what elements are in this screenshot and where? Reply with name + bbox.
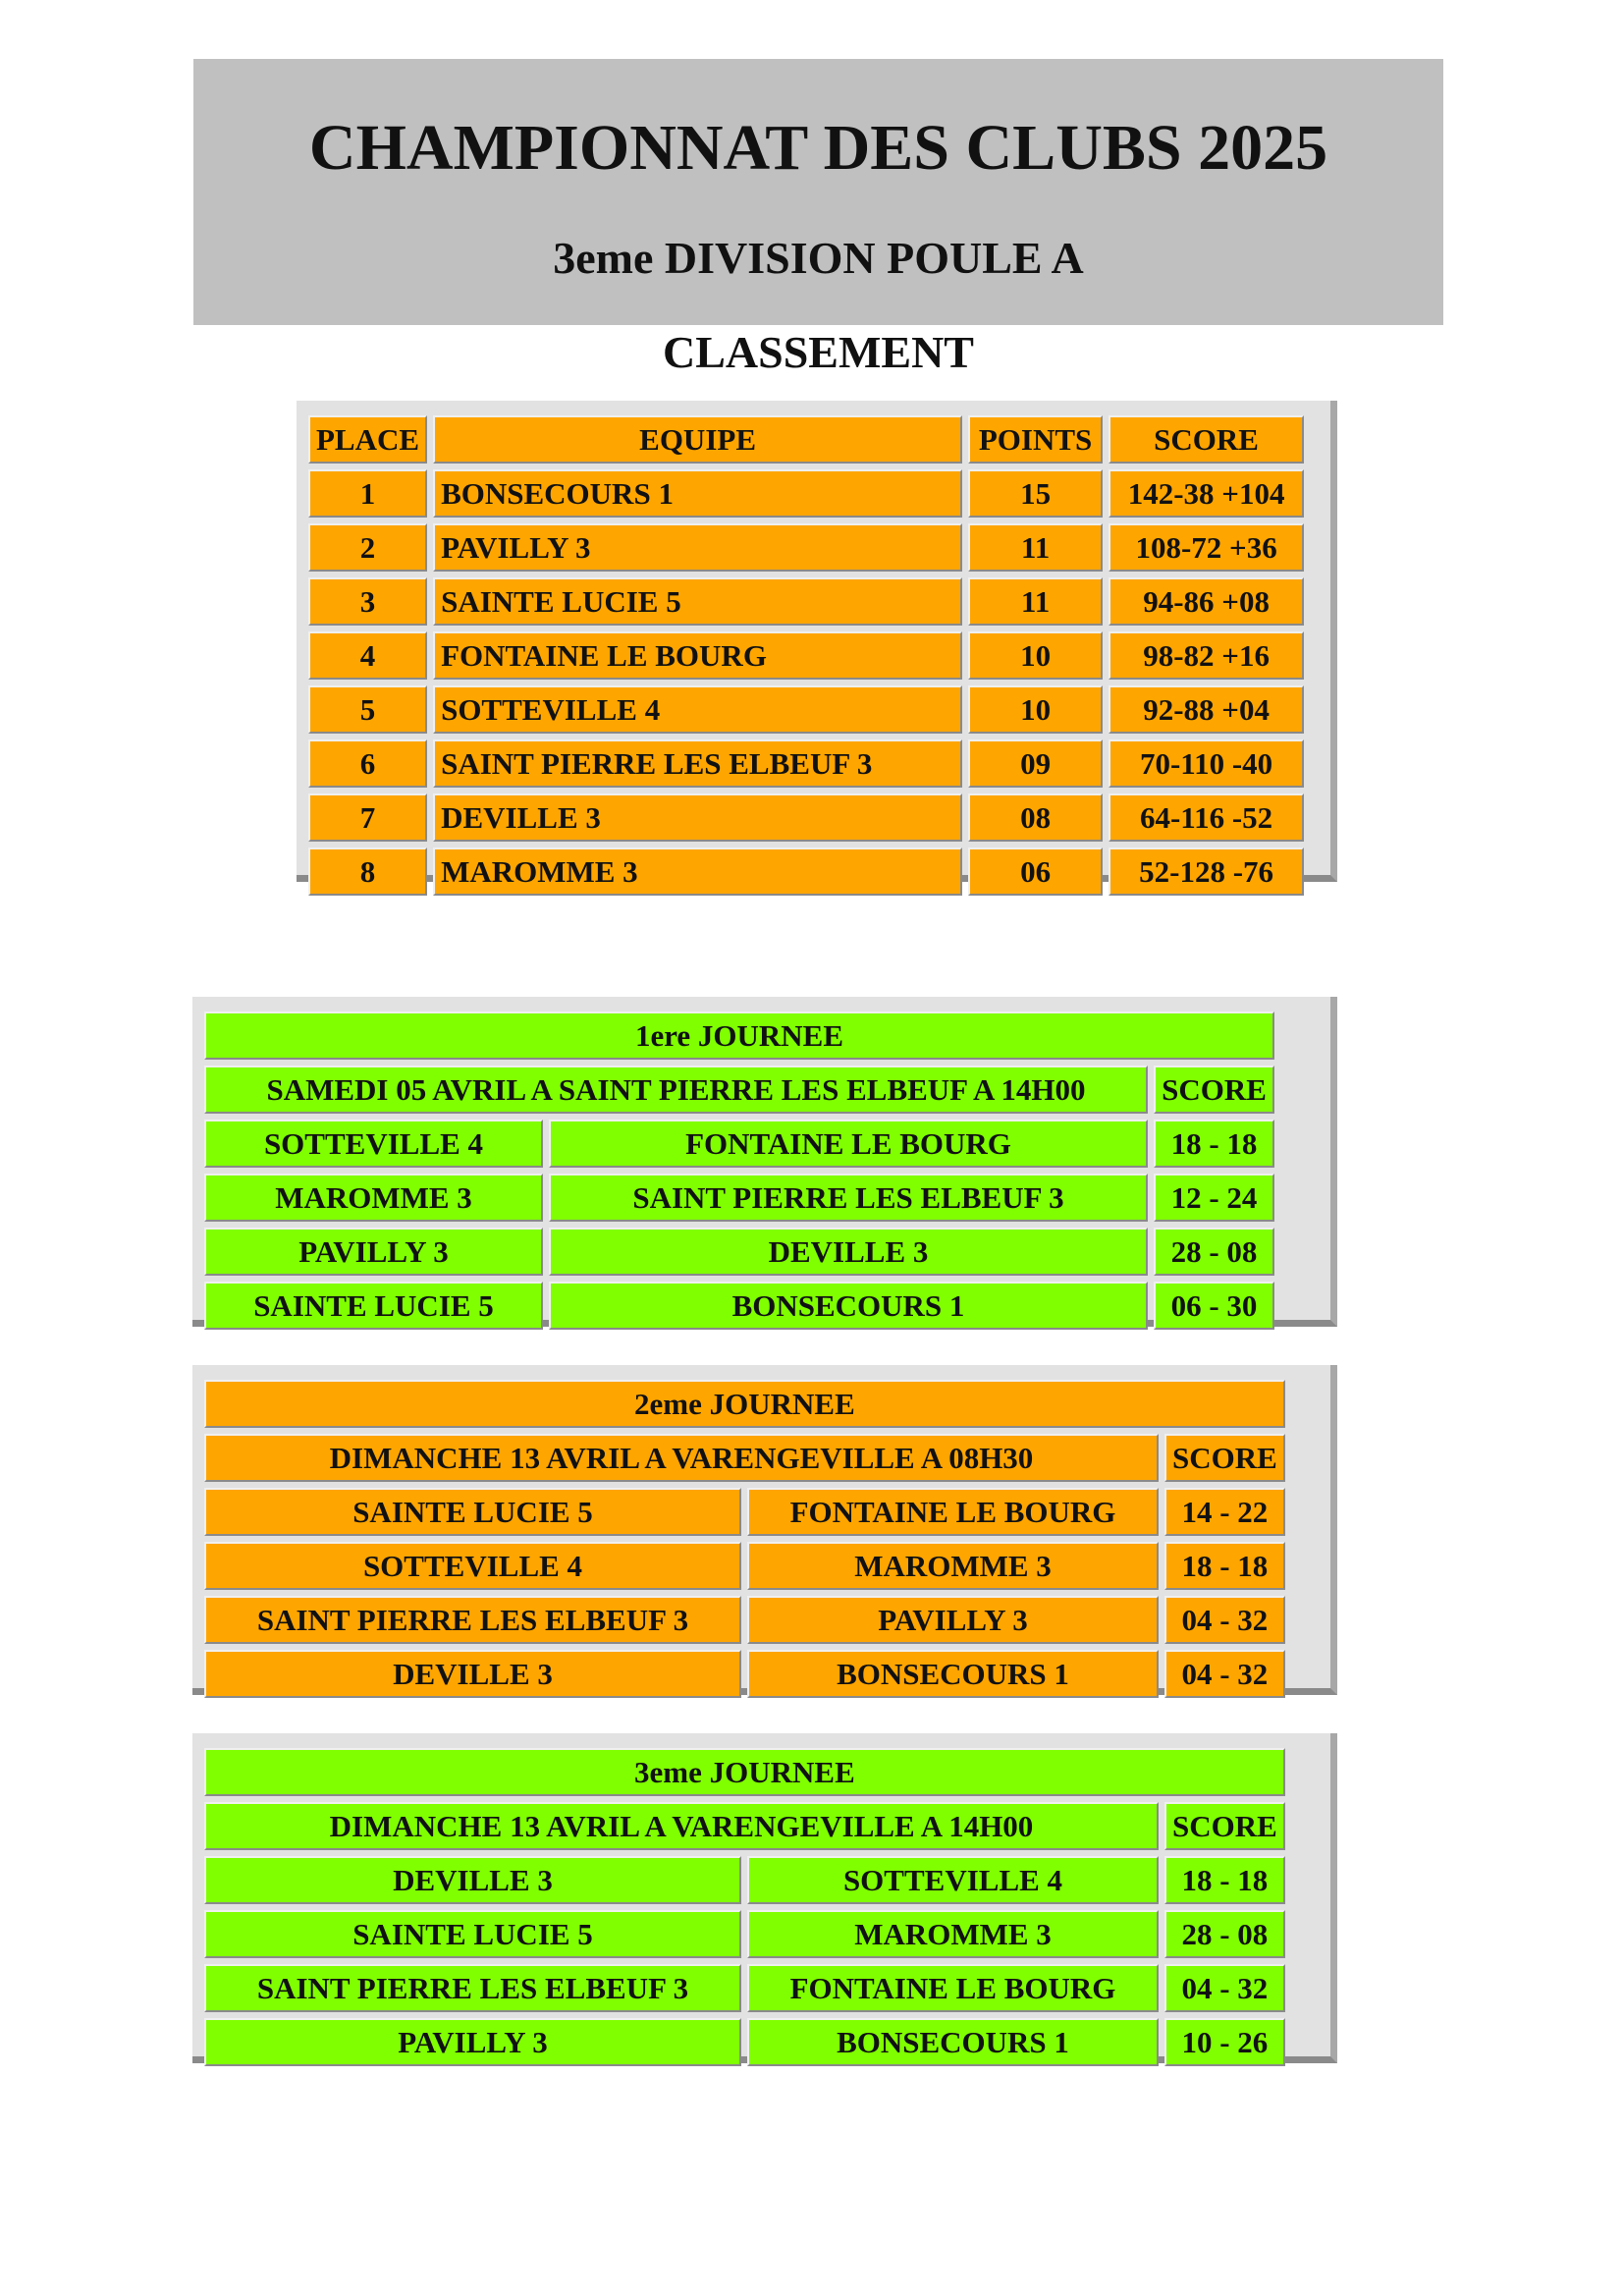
home-team: SAINTE LUCIE 5 <box>204 1910 741 1958</box>
team-cell: BONSECOURS 1 <box>433 469 962 518</box>
place-cell: 1 <box>308 469 427 518</box>
match-row <box>204 1596 1285 1644</box>
score-cell: 52-128 -76 <box>1109 847 1304 896</box>
standings-row <box>308 685 1304 734</box>
standings-table <box>302 410 1310 902</box>
away-team: FONTAINE LE BOURG <box>747 1488 1159 1536</box>
away-team: FONTAINE LE BOURG <box>747 1964 1159 2012</box>
home-team: SAINT PIERRE LES ELBEUF 3 <box>204 1964 741 2012</box>
away-team: DEVILLE 3 <box>549 1228 1148 1276</box>
round-title: 3eme JOURNEE <box>204 1748 1285 1796</box>
round-title: 1ere JOURNEE <box>204 1011 1274 1060</box>
away-team: SOTTEVILLE 4 <box>747 1856 1159 1904</box>
score-cell: 142-38 +104 <box>1109 469 1304 518</box>
round-info-row <box>204 1802 1285 1850</box>
round-2-panel <box>192 1365 1337 1695</box>
place-cell: 3 <box>308 577 427 626</box>
page-title: CHAMPIONNAT DES CLUBS 2025 <box>308 112 1328 184</box>
home-team: SAINTE LUCIE 5 <box>204 1282 543 1330</box>
home-team: SOTTEVILLE 4 <box>204 1120 543 1168</box>
away-team: FONTAINE LE BOURG <box>549 1120 1148 1168</box>
score-cell: 108-72 +36 <box>1109 523 1304 572</box>
points-cell: 10 <box>968 685 1103 734</box>
division-title: 3eme DIVISION POULE A <box>553 233 1084 283</box>
team-cell: DEVILLE 3 <box>433 793 962 842</box>
points-cell: 09 <box>968 739 1103 788</box>
match-row <box>204 1488 1285 1536</box>
home-team: SOTTEVILLE 4 <box>204 1542 741 1590</box>
points-cell: 08 <box>968 793 1103 842</box>
match-row <box>204 1856 1285 1904</box>
round-3-panel <box>192 1733 1337 2063</box>
score-column-header: SCORE <box>1164 1434 1285 1482</box>
match-score: 18 - 18 <box>1164 1856 1285 1904</box>
round-title-row <box>204 1011 1274 1060</box>
column-header-score: SCORE <box>1109 415 1304 464</box>
away-team: BONSECOURS 1 <box>549 1282 1148 1330</box>
away-team: MAROMME 3 <box>747 1542 1159 1590</box>
place-cell: 4 <box>308 631 427 680</box>
match-score: 18 - 18 <box>1164 1542 1285 1590</box>
team-cell: SAINT PIERRE LES ELBEUF 3 <box>433 739 962 788</box>
home-team: PAVILLY 3 <box>204 2018 741 2066</box>
place-cell: 8 <box>308 847 427 896</box>
away-team: BONSECOURS 1 <box>747 2018 1159 2066</box>
title-banner <box>193 59 1443 377</box>
home-team: DEVILLE 3 <box>204 1856 741 1904</box>
home-team: SAINTE LUCIE 5 <box>204 1488 741 1536</box>
round-title-row <box>204 1380 1285 1428</box>
match-row <box>204 1282 1274 1330</box>
standings-panel <box>297 401 1337 889</box>
place-cell: 2 <box>308 523 427 572</box>
standings-row <box>308 577 1304 626</box>
match-score: 10 - 26 <box>1164 2018 1285 2066</box>
match-row <box>204 1964 1285 2012</box>
standings-row <box>308 793 1304 842</box>
match-row <box>204 1542 1285 1590</box>
away-team: PAVILLY 3 <box>747 1596 1159 1644</box>
match-row <box>204 2018 1285 2066</box>
round-3-table <box>198 1742 1291 2072</box>
away-team: MAROMME 3 <box>747 1910 1159 1958</box>
match-row <box>204 1910 1285 1958</box>
score-cell: 94-86 +08 <box>1109 577 1304 626</box>
score-column-header: SCORE <box>1154 1066 1274 1114</box>
points-cell: 11 <box>968 577 1103 626</box>
round-1-table <box>198 1006 1280 1336</box>
match-score: 04 - 32 <box>1164 1650 1285 1698</box>
team-cell: SAINTE LUCIE 5 <box>433 577 962 626</box>
home-team: SAINT PIERRE LES ELBEUF 3 <box>204 1596 741 1644</box>
round-info: SAMEDI 05 AVRIL A SAINT PIERRE LES ELBEUF A 14H00 <box>204 1066 1148 1114</box>
match-score: 28 - 08 <box>1164 1910 1285 1958</box>
points-cell: 11 <box>968 523 1103 572</box>
round-info: DIMANCHE 13 AVRIL A VARENGEVILLE A 14H00 <box>204 1802 1159 1850</box>
away-team: BONSECOURS 1 <box>747 1650 1159 1698</box>
home-team: DEVILLE 3 <box>204 1650 741 1698</box>
section-title: CLASSEMENT <box>663 327 974 377</box>
round-1-panel <box>192 997 1337 1327</box>
match-score: 04 - 32 <box>1164 1964 1285 2012</box>
team-cell: PAVILLY 3 <box>433 523 962 572</box>
standings-row <box>308 523 1304 572</box>
match-score: 06 - 30 <box>1154 1282 1274 1330</box>
match-row <box>204 1120 1274 1168</box>
home-team: MAROMME 3 <box>204 1174 543 1222</box>
points-cell: 15 <box>968 469 1103 518</box>
score-cell: 64-116 -52 <box>1109 793 1304 842</box>
round-info: DIMANCHE 13 AVRIL A VARENGEVILLE A 08H30 <box>204 1434 1159 1482</box>
points-cell: 06 <box>968 847 1103 896</box>
standings-row <box>308 469 1304 518</box>
match-row <box>204 1650 1285 1698</box>
match-score: 14 - 22 <box>1164 1488 1285 1536</box>
team-cell: MAROMME 3 <box>433 847 962 896</box>
standings-row <box>308 631 1304 680</box>
round-info-row <box>204 1066 1274 1114</box>
standings-row <box>308 847 1304 896</box>
score-cell: 92-88 +04 <box>1109 685 1304 734</box>
home-team: PAVILLY 3 <box>204 1228 543 1276</box>
place-cell: 5 <box>308 685 427 734</box>
round-title-row <box>204 1748 1285 1796</box>
standings-header-row <box>308 415 1304 464</box>
match-score: 28 - 08 <box>1154 1228 1274 1276</box>
points-cell: 10 <box>968 631 1103 680</box>
match-score: 12 - 24 <box>1154 1174 1274 1222</box>
score-column-header: SCORE <box>1164 1802 1285 1850</box>
standings-row <box>308 739 1304 788</box>
place-cell: 7 <box>308 793 427 842</box>
match-row <box>204 1174 1274 1222</box>
team-cell: SOTTEVILLE 4 <box>433 685 962 734</box>
score-cell: 98-82 +16 <box>1109 631 1304 680</box>
match-score: 18 - 18 <box>1154 1120 1274 1168</box>
column-header-points: POINTS <box>968 415 1103 464</box>
match-row <box>204 1228 1274 1276</box>
place-cell: 6 <box>308 739 427 788</box>
away-team: SAINT PIERRE LES ELBEUF 3 <box>549 1174 1148 1222</box>
round-2-table <box>198 1374 1291 1704</box>
score-cell: 70-110 -40 <box>1109 739 1304 788</box>
round-title: 2eme JOURNEE <box>204 1380 1285 1428</box>
team-cell: FONTAINE LE BOURG <box>433 631 962 680</box>
column-header-place: PLACE <box>308 415 427 464</box>
column-header-team: EQUIPE <box>433 415 962 464</box>
match-score: 04 - 32 <box>1164 1596 1285 1644</box>
round-info-row <box>204 1434 1285 1482</box>
